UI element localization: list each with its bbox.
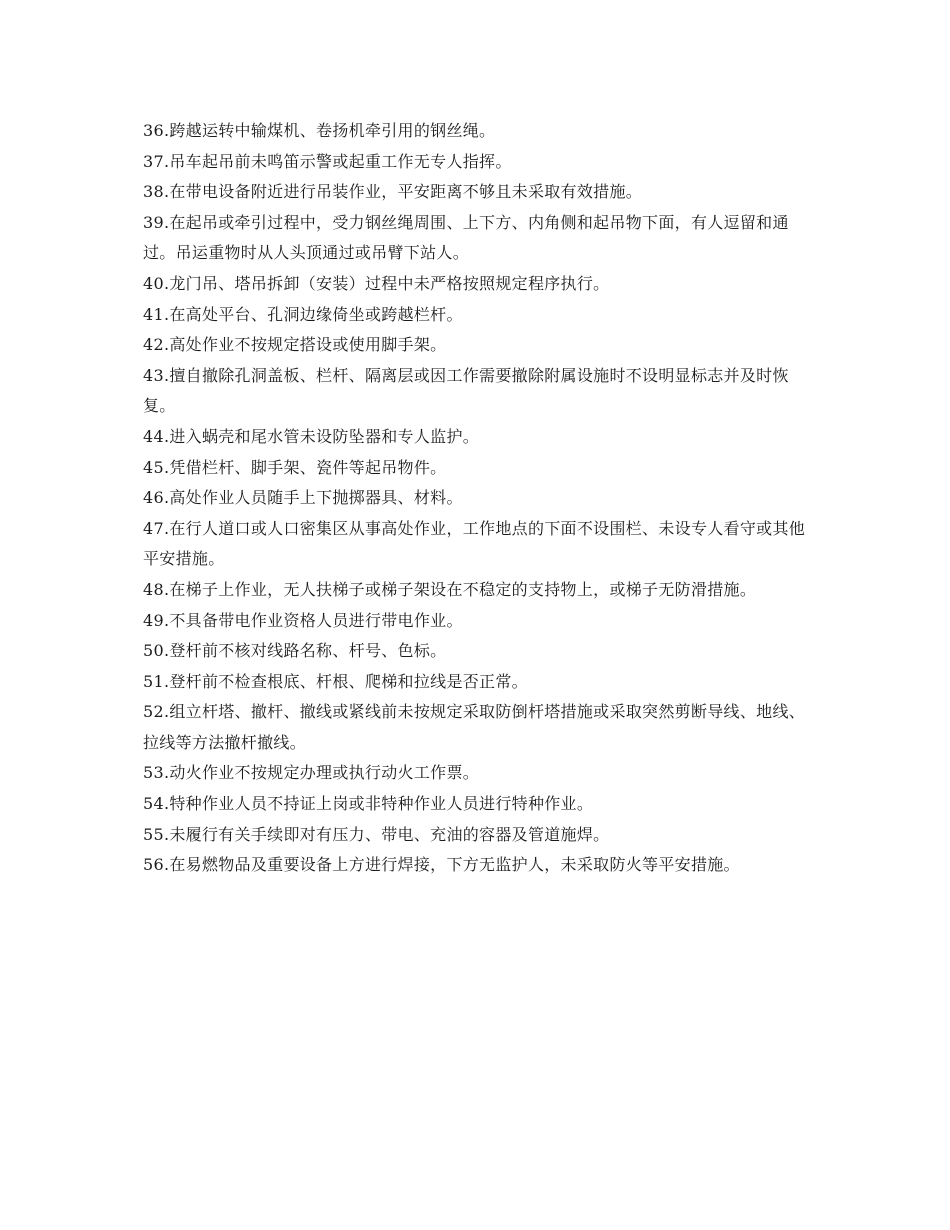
item-text: 擅自撤除孔洞盖板、栏杆、隔离层或因工作需要撤除附属设施时不设明显标志并及时恢复。 — [143, 365, 789, 416]
item-number: 54. — [143, 794, 170, 814]
item-number: 41. — [143, 304, 170, 324]
item-text: 登杆前不检查根底、杆根、爬梯和拉线是否正常。 — [169, 671, 528, 691]
item-text: 不具备带电作业资格人员进行带电作业。 — [169, 610, 463, 630]
item-text: 在起吊或牵引过程中，受力钢丝绳周围、上下方、内角侧和起吊物下面，有人逗留和通过。吊运重物时从人头顶通过或吊臂下站人。 — [143, 212, 789, 263]
item-text: 动火作业不按规定办理或执行动火工作票。 — [169, 763, 480, 783]
item-number: 47. — [143, 518, 170, 538]
list-item — [143, 636, 807, 667]
item-text: 在易燃物品及重要设备上方进行焊接，下方无监护人，未采取防火等平安措施。 — [169, 855, 740, 875]
list-item — [143, 606, 807, 637]
list-item — [143, 453, 807, 484]
item-number: 46. — [143, 488, 170, 508]
list-item — [143, 177, 807, 208]
list-item — [143, 850, 807, 881]
item-text: 高处作业人员随手上下抛掷器具、材料。 — [169, 488, 463, 508]
item-text: 吊车起吊前未鸣笛示警或起重工作无专人指挥。 — [169, 151, 512, 171]
item-text: 在带电设备附近进行吊装作业，平安距离不够且未采取有效措施。 — [169, 182, 643, 202]
item-text: 在行人道口或人口密集区从事高处作业，工作地点的下面不设围栏、未设专人看守或其他平安措施。 — [143, 518, 806, 569]
item-text: 进入蜗壳和尾水管未设防坠器和专人监护。 — [169, 426, 480, 446]
item-text: 未履行有关手续即对有压力、带电、充油的容器及管道施焊。 — [169, 824, 610, 844]
item-number: 53. — [143, 763, 170, 783]
item-number: 51. — [143, 671, 170, 691]
list-item — [143, 789, 807, 820]
item-number: 48. — [143, 579, 170, 599]
rule-list — [143, 116, 807, 881]
item-number: 56. — [143, 855, 170, 875]
list-item — [143, 697, 807, 758]
item-text: 凭借栏杆、脚手架、瓷件等起吊物件。 — [169, 457, 447, 477]
item-text: 在梯子上作业，无人扶梯子或梯子架设在不稳定的支持物上，或梯子无防滑措施。 — [169, 579, 757, 599]
item-text: 组立杆塔、撤杆、撤线或紧线前未按规定采取防倒杆塔措施或采取突然剪断导线、地线、拉线等方法撤杆撤线。 — [143, 702, 806, 752]
item-number: 45. — [143, 457, 170, 477]
item-number: 50. — [143, 641, 170, 661]
item-number: 40. — [143, 273, 170, 293]
list-item — [143, 514, 807, 575]
list-item — [143, 422, 807, 453]
item-number: 42. — [143, 335, 170, 355]
list-item — [143, 330, 807, 361]
list-item — [143, 575, 807, 606]
list-item — [143, 147, 807, 178]
list-item — [143, 758, 807, 789]
item-number: 36. — [143, 121, 170, 140]
list-item — [143, 208, 807, 269]
item-text: 登杆前不核对线路名称、杆号、色标。 — [169, 641, 447, 661]
list-item — [143, 269, 807, 300]
item-number: 43. — [143, 365, 170, 385]
item-number: 52. — [143, 702, 170, 722]
item-text: 高处作业不按规定搭设或使用脚手架。 — [169, 335, 447, 355]
item-number: 55. — [143, 824, 170, 844]
item-text: 龙门吊、塔吊拆卸（安装）过程中未严格按照规定程序执行。 — [169, 273, 610, 293]
list-item — [143, 667, 807, 698]
item-number: 37. — [143, 151, 170, 171]
item-text: 跨越运转中输煤机、卷扬机牵引用的钢丝绳。 — [169, 121, 496, 140]
list-item — [143, 361, 807, 422]
item-number: 49. — [143, 610, 170, 630]
item-text: 特种作业人员不持证上岗或非特种作业人员进行特种作业。 — [169, 794, 594, 814]
item-number: 44. — [143, 426, 170, 446]
item-number: 39. — [143, 212, 170, 232]
list-item — [143, 116, 807, 147]
item-number: 38. — [143, 182, 170, 202]
list-item — [143, 483, 807, 514]
list-item — [143, 300, 807, 331]
list-item — [143, 820, 807, 851]
item-text: 在高处平台、孔洞边缘倚坐或跨越栏杆。 — [169, 304, 463, 324]
